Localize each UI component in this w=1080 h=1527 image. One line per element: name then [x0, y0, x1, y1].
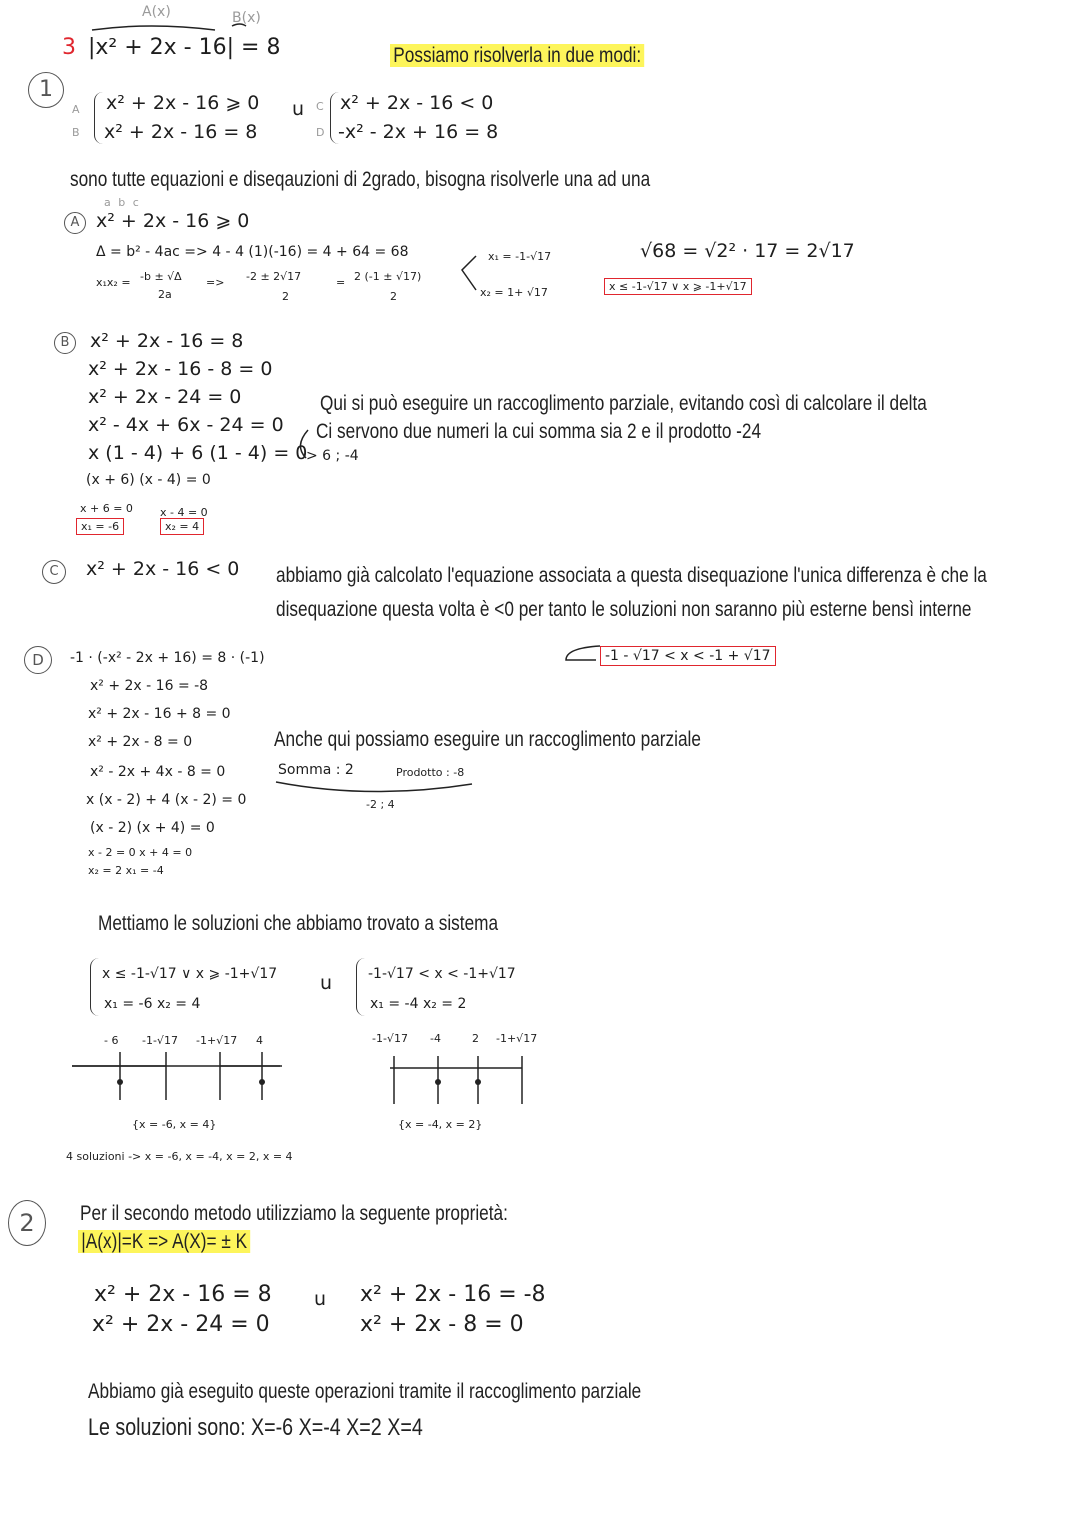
nl-label-4: 4	[256, 1034, 263, 1047]
abc-labels: a b c	[104, 196, 141, 209]
step-d-somma: Somma : 2	[278, 762, 354, 778]
step-b-factor-2: x - 4 = 0	[160, 506, 208, 519]
step-d-marker: D	[24, 646, 52, 674]
frac2-numerator: 2 (-1 ± √17)	[354, 270, 422, 283]
set-right: {x = -4, x = 2}	[398, 1118, 483, 1131]
formula-numerator: -b ± √Δ	[140, 270, 182, 283]
nl-label-3: -1+√17	[196, 1034, 238, 1047]
frac2-denominator: 2	[390, 290, 397, 303]
sys-right-line1: x² + 2x - 16 < 0	[340, 92, 494, 114]
brace-over-b	[232, 24, 246, 26]
step-d-prodotto: Prodotto : -8	[396, 766, 465, 779]
tag-b: B	[72, 126, 80, 139]
formula-denominator: 2a	[158, 288, 172, 301]
step-d-line-1: x² + 2x - 16 = -8	[90, 678, 209, 694]
final-right-line-2: x₁ = -4 x₂ = 2	[370, 996, 467, 1012]
nr-label-4: -1+√17	[496, 1032, 538, 1045]
step-b-line-5: x (1 - 4) + 6 (1 - 4) = 0	[88, 442, 308, 464]
delta-computation: Δ = b² - 4ac => 4 - 4 (1)(-16) = 4 + 64 = 68	[96, 244, 409, 260]
tag-c: C	[316, 100, 324, 113]
step-a-marker: A	[64, 212, 86, 234]
step-b-note-3: > 6 ; -4	[306, 448, 359, 464]
sys-left-line2: x² + 2x - 16 = 8	[104, 121, 258, 143]
step-d-line-4: x² - 2x + 4x - 8 = 0	[90, 764, 226, 780]
step-b-line-3: x² + 2x - 24 = 0	[88, 386, 242, 408]
step-b-factor-1: x + 6 = 0	[80, 502, 133, 515]
step-c-marker: C	[42, 560, 66, 584]
frac1-denominator: 2	[282, 290, 289, 303]
step-b-line-1: x² + 2x - 16 = 8	[90, 330, 244, 352]
step-c-text-2: disequazione questa volta è <0 per tanto le soluzioni non saranno più esterne bensì interne	[276, 598, 972, 621]
step-d-line-3: x² + 2x - 8 = 0	[88, 734, 193, 750]
step-d-first: -1 · (-x² - 2x + 16) = 8 · (-1)	[70, 650, 265, 666]
main-equation: |x² + 2x - 16| = 8	[88, 35, 281, 60]
page-title-text: Possiamo risolverla in due modi:	[390, 44, 644, 67]
root-x2: x₂ = 1+ √17	[480, 286, 548, 299]
step-b-marker: B	[54, 332, 76, 354]
formula-arrow: =>	[206, 276, 225, 289]
root-branch	[462, 256, 476, 290]
sys-left-line1: x² + 2x - 16 ⩾ 0	[106, 92, 260, 114]
formula-lhs: x₁x₂ =	[96, 276, 131, 289]
step-a-result: x ≤ -1-√17 ∨ x ⩾ -1+√17	[604, 278, 752, 295]
final-left-line-1: x ≤ -1-√17 ∨ x ⩾ -1+√17	[102, 966, 278, 982]
step-b-line-4: x² - 4x + 6x - 24 = 0	[88, 414, 284, 436]
nr-label-3: 2	[472, 1032, 479, 1045]
step-c-result: -1 - √17 < x < -1 + √17	[600, 646, 776, 666]
nr-dot-minus4	[435, 1079, 441, 1085]
result-arrow	[566, 646, 600, 660]
exercise-number: 3	[62, 35, 76, 60]
step-b-line-6: (x + 6) (x - 4) = 0	[86, 472, 211, 488]
step-b-solution-2: x₂ = 4	[160, 518, 204, 535]
note-hook	[300, 430, 308, 458]
step-d-note: Anche qui possiamo eseguire un raccoglimento parziale	[274, 728, 701, 751]
label-a-of-x: A(x)	[142, 4, 171, 20]
step-c-inequality: x² + 2x - 16 < 0	[86, 558, 240, 580]
union-symbol-3: u	[314, 1288, 327, 1310]
nl-label-1: - 6	[104, 1034, 119, 1047]
root-x1: x₁ = -1-√17	[488, 250, 552, 263]
set-left: {x = -6, x = 4}	[132, 1118, 217, 1131]
system-intro: Mettiamo le soluzioni che abbiamo trovato a sistema	[98, 912, 499, 935]
m2-right-line-2: x² + 2x - 8 = 0	[360, 1312, 524, 1337]
m2-right-line-1: x² + 2x - 16 = -8	[360, 1282, 546, 1307]
method-2-marker: 2	[8, 1200, 46, 1246]
step-a-inequality: x² + 2x - 16 ⩾ 0	[96, 210, 250, 232]
m2-left-line-2: x² + 2x - 24 = 0	[92, 1312, 270, 1337]
step-d-pair: -2 ; 4	[366, 798, 395, 811]
step-c-text-1: abbiamo già calcolato l'equazione associata a questa disequazione l'unica differenza è che la	[276, 564, 987, 587]
sqrt-68-simplification: √68 = √2² · 17 = 2√17	[640, 240, 855, 262]
property-text: |A(x)|=K => A(X)= ± K	[78, 1230, 250, 1253]
frac-equals: =	[336, 276, 346, 289]
nr-dot-2	[475, 1079, 481, 1085]
frac1-numerator: -2 ± 2√17	[246, 270, 302, 283]
step-d-line-2: x² + 2x - 16 + 8 = 0	[88, 706, 231, 722]
nl-dot-minus6	[117, 1079, 123, 1085]
step-d-line-7: x - 2 = 0 x + 4 = 0	[88, 846, 193, 859]
final-left-line-2: x₁ = -6 x₂ = 4	[104, 996, 201, 1012]
nl-dot-4	[259, 1079, 265, 1085]
solutions-summary: 4 soluzioni -> x = -6, x = -4, x = 2, x = 4	[66, 1150, 293, 1163]
nl-label-2: -1-√17	[142, 1034, 178, 1047]
step-b-note-2: Ci servono due numeri la cui somma sia 2 e il prodotto -24	[316, 420, 762, 443]
property	[78, 1230, 250, 1254]
method-2-done: Abbiamo già eseguito queste operazioni tramite il raccoglimento parziale	[88, 1380, 642, 1403]
tag-d: D	[316, 126, 325, 139]
m2-left-line-1: x² + 2x - 16 = 8	[94, 1282, 272, 1307]
step-d-line-5: x (x - 2) + 4 (x - 2) = 0	[86, 792, 247, 808]
step-d-line-6: (x - 2) (x + 4) = 0	[90, 820, 215, 836]
step-d-line-8: x₂ = 2 x₁ = -4	[88, 864, 164, 877]
union-symbol-1: u	[292, 98, 305, 120]
brace-over-a	[92, 26, 215, 30]
step-b-note-1: Qui si può eseguire un raccoglimento parziale, evitando così di calcolare il delta	[320, 392, 927, 415]
final-right-line-1: -1-√17 < x < -1+√17	[368, 966, 516, 982]
nr-label-1: -1-√17	[372, 1032, 408, 1045]
tag-a: A	[72, 103, 80, 116]
method-2-solutions: Le soluzioni sono: X=-6 X=-4 X=2 X=4	[88, 1414, 423, 1441]
union-symbol-2: u	[320, 972, 333, 994]
method-2-intro: Per il secondo metodo utilizziamo la seguente proprietà:	[80, 1202, 508, 1225]
nr-label-2: -4	[430, 1032, 441, 1045]
sys-right-line2: -x² - 2x + 16 = 8	[338, 121, 499, 143]
label-b-of-x: B(x)	[232, 10, 261, 26]
step-b-solution-1: x₁ = -6	[76, 518, 124, 535]
method-1-marker: 1	[28, 72, 64, 108]
method-1-intro: sono tutte equazioni e diseqauzioni di 2grado, bisogna risolverle una ad una	[70, 168, 651, 191]
brace-under-somma	[276, 782, 472, 792]
step-b-line-2: x² + 2x - 16 - 8 = 0	[88, 358, 273, 380]
